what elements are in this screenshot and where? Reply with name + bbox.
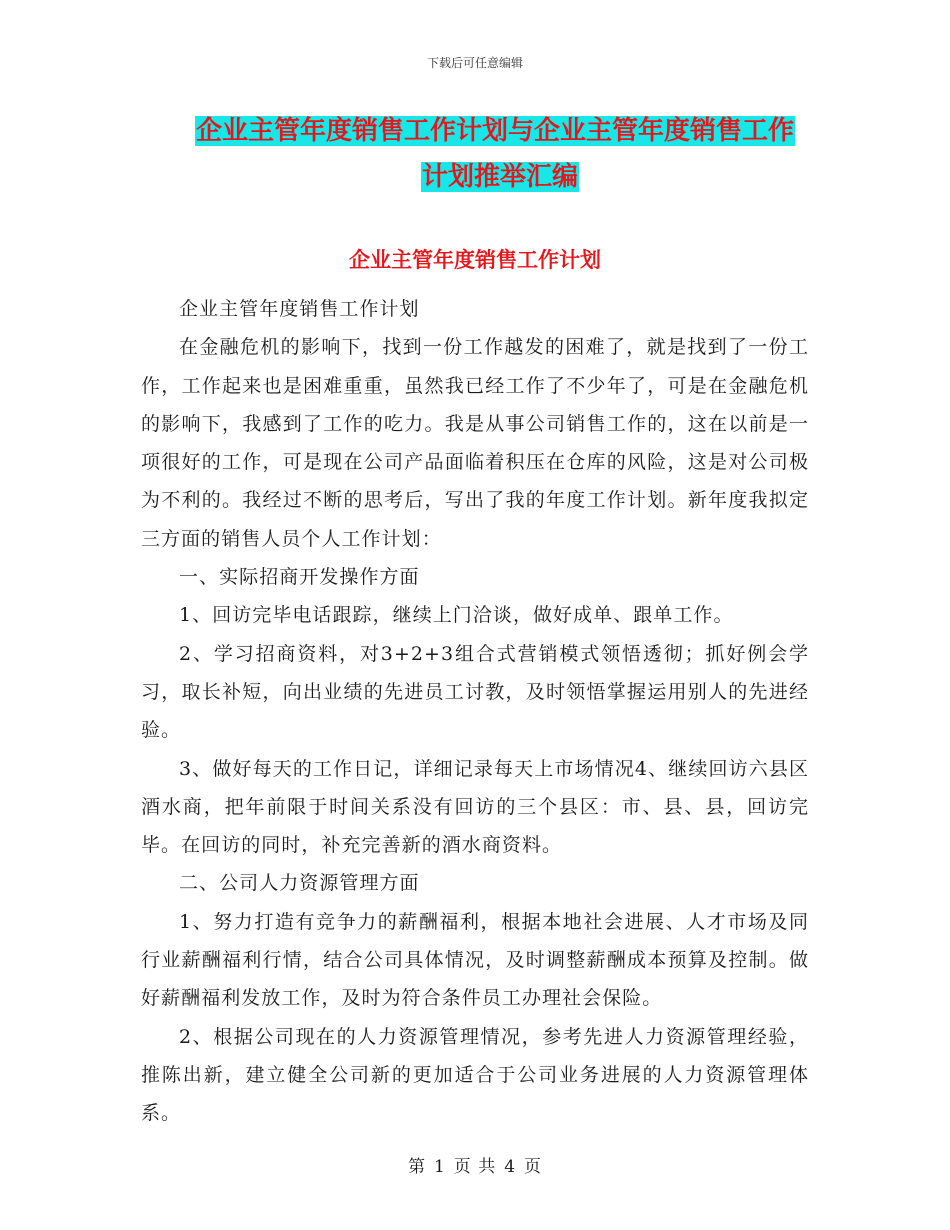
page-footer bbox=[0, 1152, 950, 1177]
document-title-line-2: 计划推举汇编 bbox=[421, 162, 578, 192]
document-body bbox=[141, 290, 809, 1133]
document-title bbox=[195, 108, 805, 200]
paragraph-item-2-1: 1、努力打造有竞争力的薪酬福利，根据本地社会进展、人才市场及同行业薪酬福利行情，结合公司具体情况，及时调整薪酬成本预算及控制。做好薪酬福利发放工作，及时为符合条件员工办理社会保险。 bbox=[141, 910, 809, 1010]
paragraph-item-2-2: 2、根据公司现在的人力资源管理情况，参考先进人力资源管理经验，推陈出新，建立健全公司新的更加适合于公司业务进展的人力资源管理体系。 bbox=[141, 1025, 809, 1125]
paragraph-item-1-1: 1、回访完毕电话跟踪，继续上门洽谈，做好成单、跟单工作。 bbox=[179, 604, 734, 627]
footer-total-pages: 4 bbox=[504, 1157, 517, 1177]
paragraph-section-2-heading: 二、公司人力资源管理方面 bbox=[179, 872, 420, 895]
document-title-line-1: 企业主管年度销售工作计划与企业主管年度销售工作 bbox=[196, 116, 795, 146]
footer-page-number: 1 bbox=[433, 1157, 446, 1177]
footer-suffix: 页 bbox=[524, 1157, 543, 1177]
paragraph-plan-heading: 企业主管年度销售工作计划 bbox=[179, 298, 420, 320]
paragraph-section-1-heading: 一、实际招商开发操作方面 bbox=[179, 566, 420, 589]
footer-middle: 页 共 bbox=[453, 1157, 497, 1177]
paragraph-intro: 在金融危机的影响下，找到一份工作越发的困难了，就是找到了一份工作，工作起来也是困难重重，虽然我已经工作了不少年了，可是在金融危机的影响下，我感到了工作的吃力。我是从事公司销售工作的，这在以前是一项很好的工作，可是现在公司产品面临着积压在仓库的风险，这是对公司极为不利的。我经过不断的思考后，写出了我的年度工作计划。新年度我拟定三方面的销售人员个人工作计划： bbox=[141, 336, 809, 550]
page-header-note: 下载后可任意编辑 bbox=[426, 56, 523, 70]
section-title: 企业主管年度销售工作计划 bbox=[349, 248, 601, 272]
paragraph-item-1-2: 2、学习招商资料，对3+2+3组合式营销模式领悟透彻；抓好例会学习，取长补短，向出业绩的先进员工讨教，及时领悟掌握运用别人的先进经验。 bbox=[141, 642, 809, 742]
paragraph-item-1-3: 3、做好每天的工作日记，详细记录每天上市场情况4、继续回访六县区酒水商，把年前限于时间关系没有回访的三个县区：市、县、县，回访完毕。在回访的同时，补充完善新的酒水商资料。 bbox=[141, 757, 809, 857]
footer-prefix: 第 bbox=[407, 1157, 426, 1177]
